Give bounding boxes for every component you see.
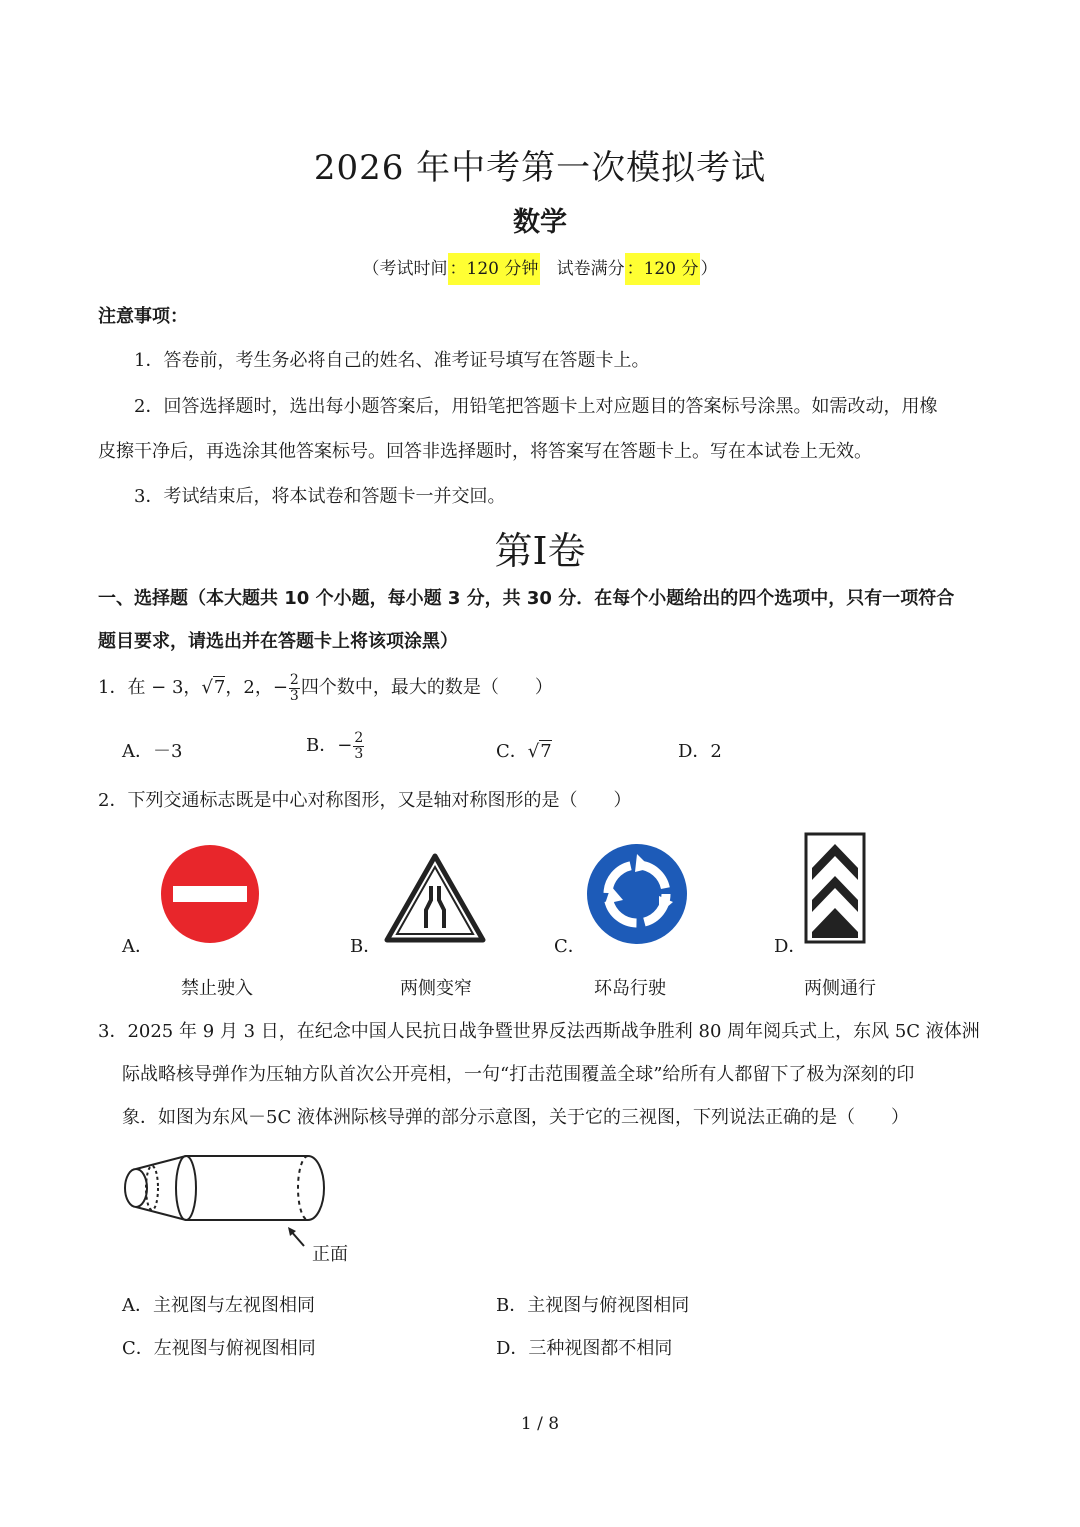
- info-close: ）: [700, 259, 718, 279]
- section-1-heading-line-2: 题目要求，请选出并在答题卡上将该项涂黑）: [98, 631, 458, 652]
- q2-caption-c: 环岛行驶: [594, 978, 666, 999]
- q1-option-a: A．－3: [122, 741, 183, 762]
- q1-mid: ，2，: [225, 677, 273, 698]
- roundabout-sign-icon: [585, 842, 689, 946]
- q3-option-a: A．主视图与左视图相同: [122, 1295, 315, 1316]
- sqrt-icon: √: [527, 741, 540, 762]
- q1-option-c-label: C．: [496, 741, 528, 762]
- q3-option-c: C．左视图与俯视图相同: [122, 1338, 316, 1359]
- q1-option-d: D．2: [678, 741, 722, 762]
- q1-option-b: [306, 728, 365, 764]
- q1-neg: −: [272, 677, 288, 698]
- info-open: （考试时间: [362, 259, 448, 279]
- q2-option-d: D．: [774, 936, 807, 957]
- q2-caption-d: 两侧通行: [804, 978, 876, 999]
- notice-item-2-line-2: 皮擦干净后，再选涂其他答案标号。回答非选择题时，将答案写在答题卡上。写在本试卷上无效。: [98, 441, 872, 462]
- q1-frac-den: 3: [289, 687, 299, 704]
- q3-front-label: 正面: [312, 1244, 348, 1265]
- exam-subject: 数学: [513, 207, 567, 238]
- q1-sqrt: [201, 670, 225, 706]
- q1-option-b-fraction: [353, 731, 364, 762]
- notice-item-1: 1．答卷前，考生务必将自己的姓名、准考证号填写在答题卡上。: [134, 350, 650, 371]
- q1-fraction: [289, 673, 300, 704]
- q1-option-c-sqrt: [528, 741, 552, 762]
- question-1-stem: [98, 670, 553, 706]
- q2-option-a: A．: [122, 936, 153, 957]
- q3-option-d: D．三种视图都不相同: [496, 1338, 673, 1359]
- q1-option-b-den: 3: [354, 745, 364, 762]
- page-number: 1 / 8: [520, 1414, 560, 1434]
- q1-option-b-num: 2: [354, 729, 364, 746]
- q1-option-c-value: 7: [540, 741, 552, 762]
- q2-option-b: B．: [350, 936, 382, 957]
- q2-caption-a: 禁止驶入: [181, 978, 253, 999]
- question-2-stem: 2．下列交通标志既是中心对称图形，又是轴对称图形的是（ ）: [98, 790, 632, 811]
- info-mid: 试卷满分: [540, 259, 625, 279]
- notice-heading: 注意事项：: [98, 306, 188, 327]
- q1-option-b-neg: −: [337, 735, 353, 756]
- score-value: ：120 分: [625, 253, 701, 285]
- exam-title: 2026 年中考第一次模拟考试: [313, 148, 767, 188]
- question-3-stem-line-2: 际战略核导弹作为压轴方队首次公开亮相，一句“打击范围覆盖全球”给所有人都留下了极为深刻的印: [122, 1064, 915, 1085]
- q1-suffix: 四个数中，最大的数是（ ）: [300, 677, 553, 698]
- no-entry-sign-icon: [155, 842, 265, 952]
- volume-title: 第I卷: [494, 529, 586, 573]
- question-3-stem-line-3: 象．如图为东风－5C 液体洲际核导弹的部分示意图，关于它的三视图，下列说法正确的是（ ）: [122, 1107, 909, 1128]
- question-3-stem-line-1: 3．2025 年 9 月 3 日，在纪念中国人民抗日战争暨世界反法西斯战争胜利 80 周年阅兵式上，东风 5C 液体洲: [98, 1021, 980, 1042]
- q1-sqrt-value: 7: [213, 677, 226, 698]
- q1-option-c: [496, 737, 552, 763]
- keep-either-side-sign-icon: [804, 832, 866, 944]
- q2-caption-b: 两侧变窄: [400, 978, 472, 999]
- notice-item-2-line-1: 2．回答选择题时，选出每小题答案后，用铅笔把答题卡上对应题目的答案标号涂黑。如需改动，用橡: [134, 396, 938, 417]
- q1-frac-num: 2: [289, 671, 299, 688]
- section-1-heading-line-1: 一、选择题（本大题共 10 个小题，每小题 3 分，共 30 分．在每个小题给出的四个选项中，只有一项符合: [98, 588, 955, 609]
- q3-option-b: B．主视图与俯视图相同: [496, 1295, 690, 1316]
- sqrt-icon: √: [201, 677, 213, 698]
- road-narrows-sign-icon: [383, 852, 487, 946]
- q1-prefix: 1．在 − 3，: [98, 677, 202, 698]
- time-value: ：120 分钟: [448, 253, 541, 285]
- exam-info: [0, 254, 1080, 279]
- q1-option-b-label: B．: [306, 735, 338, 756]
- q2-option-c: C．: [554, 936, 586, 957]
- notice-item-3: 3．考试结束后，将本试卷和答题卡一并交回。: [134, 486, 506, 507]
